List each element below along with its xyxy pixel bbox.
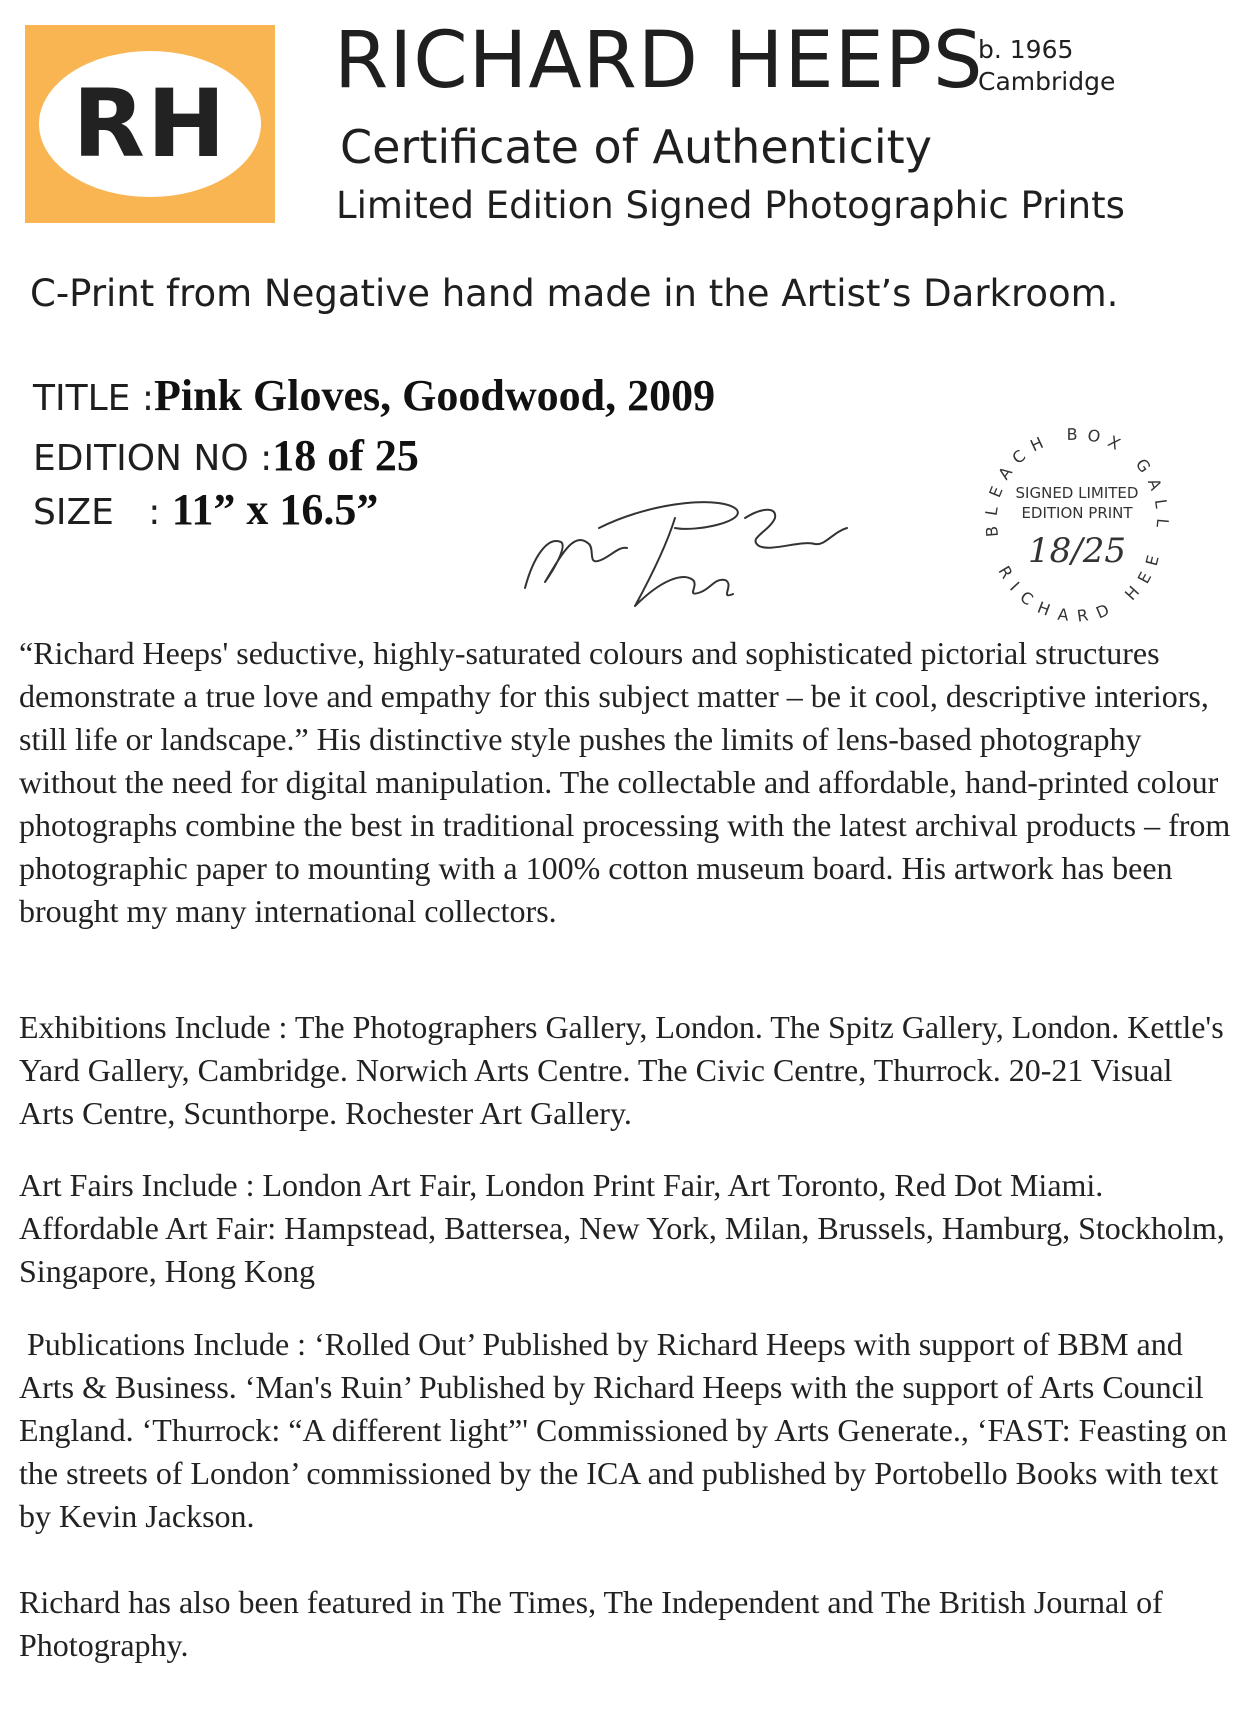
size-row	[33, 484, 378, 535]
title-row	[33, 370, 715, 421]
edition-row	[33, 430, 419, 481]
certificate-title: Certificate of Authenticity	[340, 120, 932, 174]
artist-description-paragraph: “Richard Heeps' seductive, highly-saturated colours and sophisticated pictorial structures demonstrate a true love and empathy for this subject matter – be it cool, descriptive interiors, still life or landscape.” His distinctive style pushes the limits of lens-based photography without the need for digital manipulation. The collectable and affordable, hand-printed colour photographs combine the best in traditional processing with the latest archival products – from photographic paper to mounting with a 100% cotton museum board. His artwork has been brought my many international collectors.	[19, 635, 1231, 929]
artist-birth-info	[978, 34, 1115, 98]
publications-paragraph: Publications Include : ‘Rolled Out’ Published by Richard Heeps with support of BBM and Arts & Business. ‘Man's Ruin’ Published by Richard Heeps with the support of Arts Council England. ‘Thurrock: “A different light”' Commissioned by Arts Generate., ‘FAST: Feasting on the streets of London’ commissioned by the ICA and published by Portobello Books with text by Kevin Jackson.	[19, 1326, 1236, 1534]
featured-in-paragraph: Richard has also been featured in The Times, The Independent and The British Journal of Photography.	[19, 1584, 1163, 1663]
artist-name: RICHARD HEEPS	[334, 16, 984, 106]
edition-label: EDITION NO :	[33, 438, 273, 479]
rh-logo	[25, 25, 275, 223]
stamp-edition-number: 18/25	[1028, 531, 1126, 571]
birth-year: b. 1965	[978, 35, 1074, 64]
rh-logo-initials: RH	[72, 69, 228, 179]
exhibitions-paragraph: Exhibitions Include : The Photographers Gallery, London. The Spitz Gallery, London. Kettle's Yard Gallery, Cambridge. Norwich Arts Centre. The Civic Centre, Thurrock. 20-21 Visual Arts Centre, Scunthorpe. Rochester Art Gallery.	[19, 1009, 1224, 1131]
stamp-ring-text: BLEACH BOX GALL	[981, 424, 1173, 538]
artist-signature	[515, 488, 855, 618]
edition-value: 18 of 25	[272, 431, 419, 480]
stamp-bottom-text: RICHARD HEE	[994, 543, 1166, 622]
title-value: Pink Gloves, Goodwood, 2009	[153, 371, 716, 420]
stamp-center-line1: SIGNED LIMITED	[1015, 484, 1139, 502]
gallery-stamp	[965, 402, 1185, 622]
stamp-center-line2: EDITION PRINT	[1021, 504, 1133, 522]
title-label: TITLE :	[33, 378, 154, 419]
art-fairs-paragraph: Art Fairs Include : London Art Fair, London Print Fair, Art Toronto, Red Dot Miami. Affordable Art Fair: Hampstead, Battersea, New York, Milan, Brussels, Hamburg, Stockholm, Singapore, Hong Kong	[19, 1167, 1225, 1289]
rh-logo-oval	[39, 51, 261, 197]
birth-place: Cambridge	[978, 67, 1116, 96]
size-label: SIZE :	[33, 492, 172, 533]
size-value: 11” x 16.5”	[171, 485, 379, 534]
print-type-line: C-Print from Negative hand made in the Artist’s Darkroom.	[30, 272, 1119, 315]
certificate-subtitle: Limited Edition Signed Photographic Prints	[336, 184, 1125, 227]
